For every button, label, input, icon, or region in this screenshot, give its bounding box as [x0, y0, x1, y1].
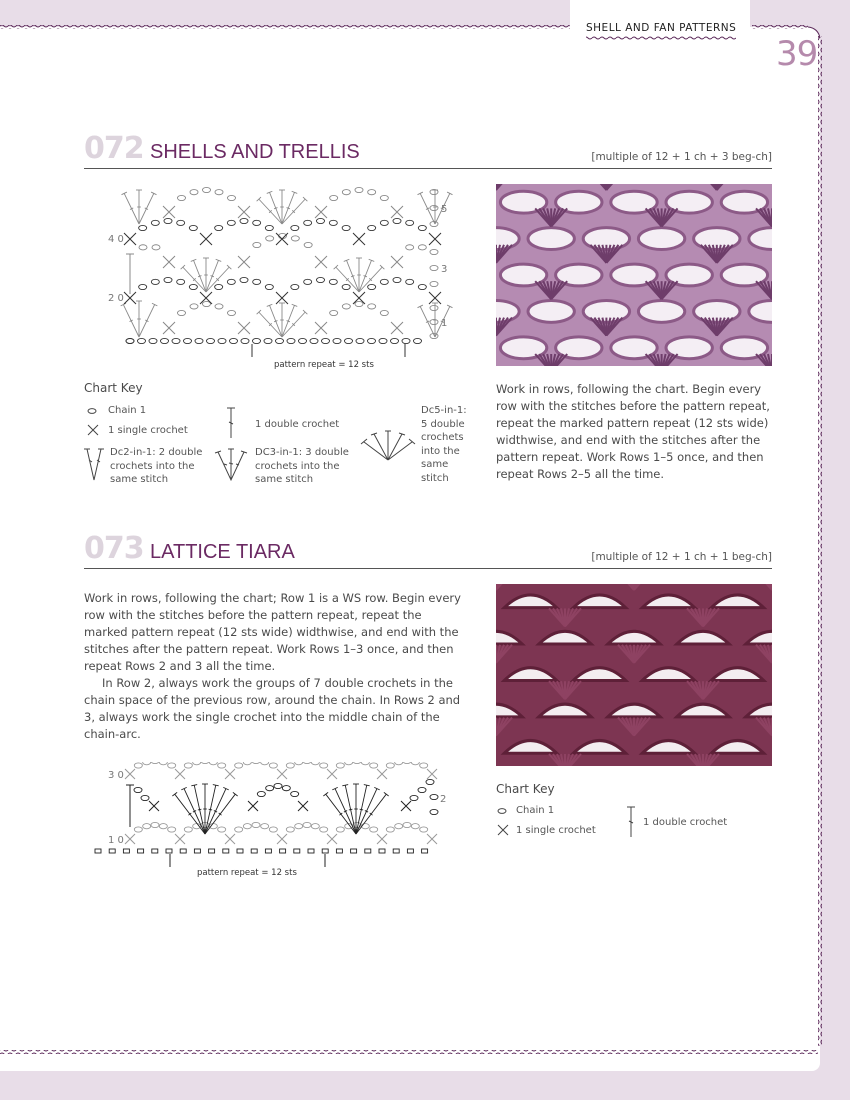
chain-icon [86, 405, 100, 417]
pattern-072-instructions: Work in rows, following the chart. Begin every row with the stitches before the pattern repeat, repeat the marked pattern repeat (12 sts wide) widthwise, and end with the stitches after the pattern repeat. Work Rows 1–5 once, and then repeat Rows 2–5 all the time. [496, 382, 770, 481]
key-label-single-crochet: 1 single crochet [108, 425, 188, 436]
svg-text:5: 5 [441, 204, 448, 215]
repeat-label: pattern repeat = 12 sts [274, 360, 374, 370]
swatch-image [496, 184, 772, 366]
dc5-in-1-icon [360, 428, 416, 462]
pattern-072-chart [84, 182, 454, 372]
dc2-in-1-icon [84, 446, 104, 482]
pattern-title: SHELLS AND TRELLIS [150, 141, 360, 163]
single-crochet-icon [496, 823, 510, 837]
instructions-paragraph-1: Work in rows, following the chart; Row 1 is a WS row. Begin every row with the stitches before the pattern repeat, repeat the marked pattern repeat (12 sts wide) widthwise, and end with the stitches after the pattern repeat. Work Rows 1–3 once, and then repeat Rows 2 and 3 all the time. [84, 591, 461, 673]
header-tab [570, 0, 750, 40]
stitch-multiple: [multiple of 12 + 1 ch + 1 beg-ch] [591, 551, 772, 563]
svg-text:1: 1 [441, 318, 448, 329]
page-number: 39 [776, 34, 818, 74]
dc3-in-1-icon [214, 446, 248, 482]
pattern-073-heading [84, 532, 772, 569]
svg-text:2: 2 [440, 794, 447, 805]
swatch-image [496, 584, 772, 766]
running-header: SHELL AND FAN PATTERNS [586, 22, 737, 34]
pattern-number: 072 [84, 131, 144, 166]
svg-text:4 0: 4 0 [108, 234, 124, 245]
pattern-073-instructions [84, 590, 466, 743]
pattern-072-heading [84, 132, 772, 169]
key-label-single-crochet: 1 single crochet [516, 825, 596, 836]
pattern-number: 073 [84, 531, 144, 566]
single-crochet-icon [86, 423, 100, 437]
pattern-073-chart [90, 762, 460, 882]
svg-text:3: 3 [441, 264, 448, 275]
chart-key-title: Chart Key [496, 782, 555, 796]
svg-text:3 0: 3 0 [108, 770, 124, 781]
key-label-chain: Chain 1 [516, 805, 555, 816]
chart-key-title: Chart Key [84, 381, 143, 395]
svg-text:1 0: 1 0 [108, 835, 124, 846]
stitch-multiple: [multiple of 12 + 1 ch + 3 beg-ch] [591, 151, 772, 163]
instructions-paragraph-2: In Row 2, always work the groups of 7 double crochets in the chain space of the previous row, around the chain. In Rows 2 and 3, always work the single crochet into the middle chain of the chain-arc. [84, 676, 461, 741]
svg-text:2 0: 2 0 [108, 293, 124, 304]
key-label-dc3-in-1: DC3-in-1: 3 double crochets into the same stitch [255, 447, 349, 485]
chain-icon [496, 805, 510, 817]
key-label-dc2-in-1: Dc2-in-1: 2 double crochets into the same stitch [110, 447, 203, 485]
pattern-073-photo [496, 584, 772, 766]
pattern-title: LATTICE TIARA [150, 541, 295, 563]
pattern-072-photo [496, 184, 772, 366]
double-crochet-icon [624, 805, 638, 839]
repeat-label: pattern repeat = 12 sts [197, 868, 297, 878]
key-label-dc5-in-1: Dc5-in-1: 5 double crochets into the same stitch [421, 405, 467, 484]
key-label-double-crochet: 1 double crochet [643, 817, 728, 828]
double-crochet-icon [224, 406, 238, 440]
key-label-double-crochet: 1 double crochet [255, 419, 340, 430]
key-label-chain: Chain 1 [108, 405, 147, 416]
